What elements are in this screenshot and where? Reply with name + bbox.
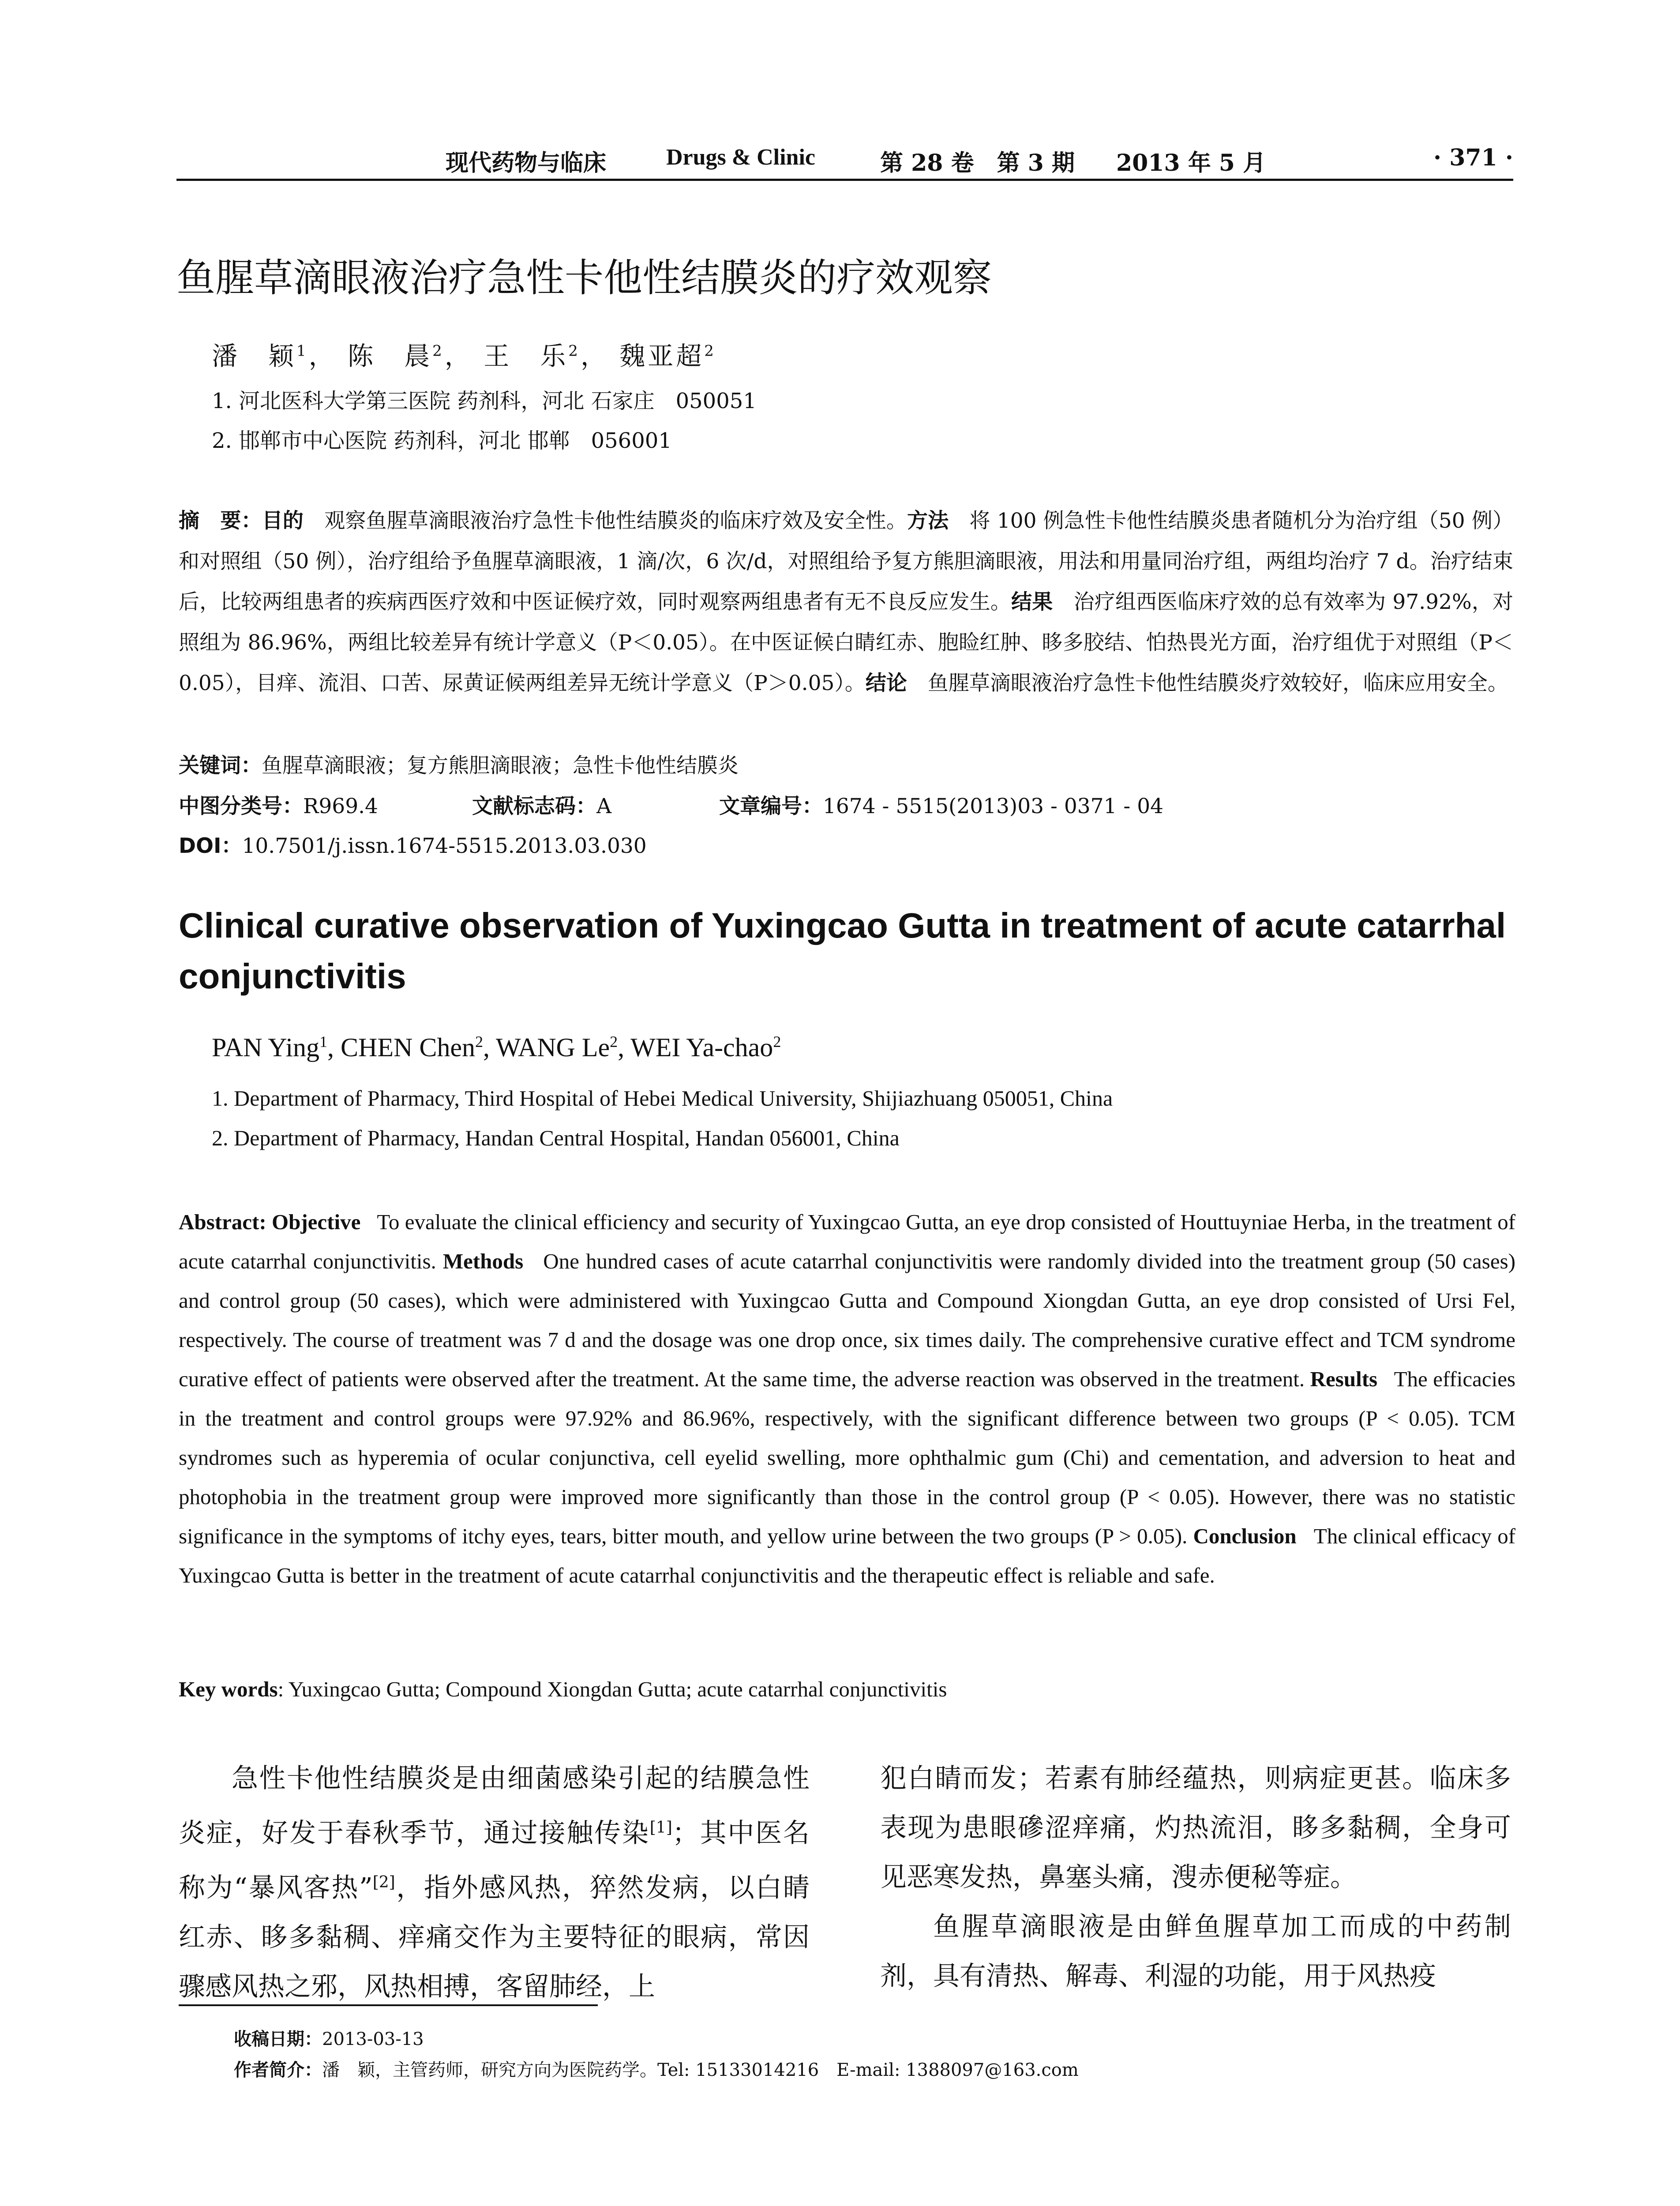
conclusion-text: 鱼腥草滴眼液治疗急性卡他性结膜炎疗效较好，临床应用安全。 xyxy=(907,671,1508,695)
body-paragraph xyxy=(179,1754,810,2011)
methods-label: 方法 xyxy=(907,509,949,533)
article-number xyxy=(719,786,1163,827)
body-paragraph: 鱼腥草滴眼液是由鲜鱼腥草加工而成的中药制剂，具有清热、解毒、利湿的功能，用于风热疫 xyxy=(880,1911,1511,1992)
classification-line xyxy=(179,786,1513,827)
conclusion-label: Conclusion xyxy=(1193,1524,1297,1548)
journal-name-en: Drugs & Clinic xyxy=(666,145,815,170)
author-affil-mark: 1 xyxy=(296,342,309,360)
results-text: The efficacies in the treatment and control groups were 97.92% and 86.96%, respectively, with the significant difference between two groups (P < 0.05). TCM syndromes such as hyperemia of ocular conjunctiva, cell eyelid swelling, more ophthalmic gum (Chi) and cementation, and adversion to heat and photophobia in the treatment group were improved more significantly than those in the control group (P < 0.05). However, there was no statistic significance in the symptoms of itchy eyes, tears, bitter mouth, and yellow urine between the two groups (P > 0.05). xyxy=(179,1367,1516,1548)
affiliation-en: 1. Department of Pharmacy, Third Hospital of Hebei Medical University, Shijiazhuang 050051, China xyxy=(212,1086,1113,1111)
author-name: WEI Ya-chao xyxy=(630,1033,773,1062)
keywords-label: 关键词： xyxy=(179,754,262,778)
author-bio: 潘 颖，主管药师，研究方向为医院药学。Tel: 15133014216 E-mail: 1388097@163.com xyxy=(322,2060,1079,2080)
volume-issue: 第 28 卷 第 3 期 xyxy=(880,150,1075,176)
author-affil-mark: 2 xyxy=(568,342,581,360)
author-name: 陈 晨 xyxy=(348,341,433,371)
doc-code-label: 文献标志码： xyxy=(472,794,596,818)
article-title-en: Clinical curative observation of Yuxingcao Gutta in treatment of acute catarrhal conjunctivitis xyxy=(179,906,1506,996)
running-header xyxy=(176,139,1513,181)
doc-code-value: A xyxy=(596,794,611,818)
author-affil-mark: 2 xyxy=(704,342,716,360)
body-column-left xyxy=(179,1754,810,2011)
keywords-label: Key words xyxy=(179,1677,278,1701)
author-affil-mark: 2 xyxy=(610,1033,618,1050)
results-label: 结果 xyxy=(1011,590,1053,614)
affiliation-cn: 2. 邯郸市中心医院 药剂科，河北 邯郸 056001 xyxy=(212,428,672,453)
body-text: ；其中医名称为“暴风客热” xyxy=(179,1818,810,1903)
results-label: Results xyxy=(1310,1367,1378,1391)
article-title-cn: 鱼腥草滴眼液治疗急性卡他性结膜炎的疗效观察 xyxy=(176,255,992,300)
results-text: 治疗组西医临床疗效的总有效率为 97.92%，对照组为 86.96%，两组比较差异有统计学意义（P＜0.05）。在中医证候白睛红赤、胞睑红肿、眵多胶结、怕热畏光方面，治疗组优于对照组（P＜0.05），目痒、流泪、口苦、尿黄证候两组差异无统计学意义（P＞0.05）。 xyxy=(179,590,1513,695)
author-name: CHEN Chen xyxy=(340,1033,475,1062)
author-name: 王 乐 xyxy=(484,341,569,371)
author-list-en: PAN Ying$^1$, CHEN Chen$^2$, WANG Le$^2$, WEI Ya-chao$^2$ xyxy=(212,1033,781,1062)
methods-text: One hundred cases of acute catarrhal conjunctivitis were randomly divided into the treatment group (50 cases) and control group (50 cases), which were administered with Yuxingcao Gutta and Compound Xiongdan Gutta, an eye drop consisted of Ursi Fel, respectively. The course of treatment was 7 d and the dosage was one drop once, six times daily. The comprehensive curative effect and TCM syndrome curative effect of patients were observed after the treatment. At the same time, the adverse reaction was observed in the treatment. xyxy=(179,1249,1516,1391)
abstract-label: 摘 要： xyxy=(179,509,262,533)
author-name: 潘 颖 xyxy=(212,341,297,371)
body-text: ，指外感风热，猝然发病，以白睛红赤、眵多黏稠、痒痛交作为主要特征的眼病，常因骤感风热之邪，风热相搏，客留肺经，上 xyxy=(179,1872,810,2002)
author-list-cn: 潘 颖$^1$， 陈 晨$^2$， 王 乐$^2$， 魏亚超$^2$ xyxy=(212,341,716,371)
conclusion-text: The clinical efficacy of Yuxingcao Gutta is better in the treatment of acute catarrhal conjunctivitis and the therapeutic effect is reliable and safe. xyxy=(179,1524,1516,1587)
clc-value: R969.4 xyxy=(303,794,378,818)
footnote-divider xyxy=(179,2004,598,2006)
methods-label: Methods xyxy=(442,1249,524,1273)
body-paragraph: 犯白睛而发；若素有肺经蕴热，则病症更甚。临床多表现为患眼磣涩痒痛，灼热流泪，眵多黏稠，全身可见恶寒发热，鼻塞头痛，溲赤便秘等症。 xyxy=(880,1763,1511,1893)
doi-value: 10.7501/j.issn.1674-5515.2013.03.030 xyxy=(242,834,647,858)
received-date-note xyxy=(234,2025,424,2050)
page-number: · 371 · xyxy=(1433,144,1513,171)
abstract-label: Abstract: xyxy=(179,1210,266,1234)
article-number-label: 文章编号： xyxy=(719,794,823,818)
methods-text: 将 100 例急性卡他性结膜炎患者随机分为治疗组（50 例）和对照组（50 例），治疗组给予鱼腥草滴眼液，1 滴/次，6 次/d，对照组给予复方熊胆滴眼液，用法和用量同治疗组，两组均治疗 7 d。治疗结束后，比较两组患者的疾病西医疗效和中医证候疗效，同时观察两组患者有无不良反应发生。 xyxy=(179,509,1513,614)
author-name: PAN Ying xyxy=(212,1033,319,1062)
citation-ref[interactable]: [2] xyxy=(372,1873,395,1891)
author-affil-mark: 2 xyxy=(475,1033,483,1050)
keywords-text: : Yuxingcao Gutta; Compound Xiongdan Gutta; acute catarrhal conjunctivitis xyxy=(278,1677,947,1701)
affiliation-cn: 1. 河北医科大学第三医院 药剂科，河北 石家庄 050051 xyxy=(212,389,757,413)
objective-text: 观察鱼腥草滴眼液治疗急性卡他性结膜炎的临床疗效及安全性。 xyxy=(304,509,908,533)
clc-label: 中图分类号： xyxy=(179,794,303,818)
body-text: 急性卡他性结膜炎是由细菌感染引起的结膜急性炎症，好发于春秋季节，通过接触传染 xyxy=(179,1763,810,1849)
citation-ref[interactable]: [1] xyxy=(649,1819,672,1837)
journal-name-cn: 现代药物与临床 xyxy=(446,150,607,176)
affiliation-en: 2. Department of Pharmacy, Handan Central Hospital, Handan 056001, China xyxy=(212,1126,900,1150)
objective-label: 目的 xyxy=(262,509,304,533)
author-name: 魏亚超 xyxy=(619,341,705,371)
author-affil-mark: 2 xyxy=(432,342,445,360)
objective-label: Objective xyxy=(272,1210,361,1234)
document-code xyxy=(472,786,611,827)
author-affil-mark: 2 xyxy=(773,1033,781,1050)
keywords-en xyxy=(179,1677,947,1702)
author-affil-mark: 1 xyxy=(319,1033,327,1050)
author-bio-note xyxy=(234,2056,1079,2081)
objective-text: To evaluate the clinical efficiency and security of Yuxingcao Gutta, an eye drop consisted of Houttuyniae Herba, in the treatment of acute catarrhal conjunctivitis. xyxy=(179,1210,1516,1273)
keywords-text: 鱼腥草滴眼液；复方熊胆滴眼液；急性卡他性结膜炎 xyxy=(262,754,739,778)
keywords-cn xyxy=(179,746,1513,786)
received-label: 收稿日期： xyxy=(234,2029,322,2049)
body-column-right xyxy=(880,1754,1511,2001)
conclusion-label: 结论 xyxy=(865,671,907,695)
abstract-cn xyxy=(179,501,1513,704)
issue-date: 2013 年 5 月 xyxy=(1116,150,1266,176)
received-date: 2013-03-13 xyxy=(322,2029,424,2049)
article-number-value: 1674 - 5515(2013)03 - 0371 - 04 xyxy=(823,794,1164,818)
clc-number xyxy=(179,786,378,827)
abstract-en xyxy=(179,1202,1515,1595)
doi-line xyxy=(179,826,1513,867)
doi-label: DOI： xyxy=(179,834,242,858)
author-bio-label: 作者简介： xyxy=(234,2060,322,2080)
author-name: WANG Le xyxy=(495,1033,610,1062)
